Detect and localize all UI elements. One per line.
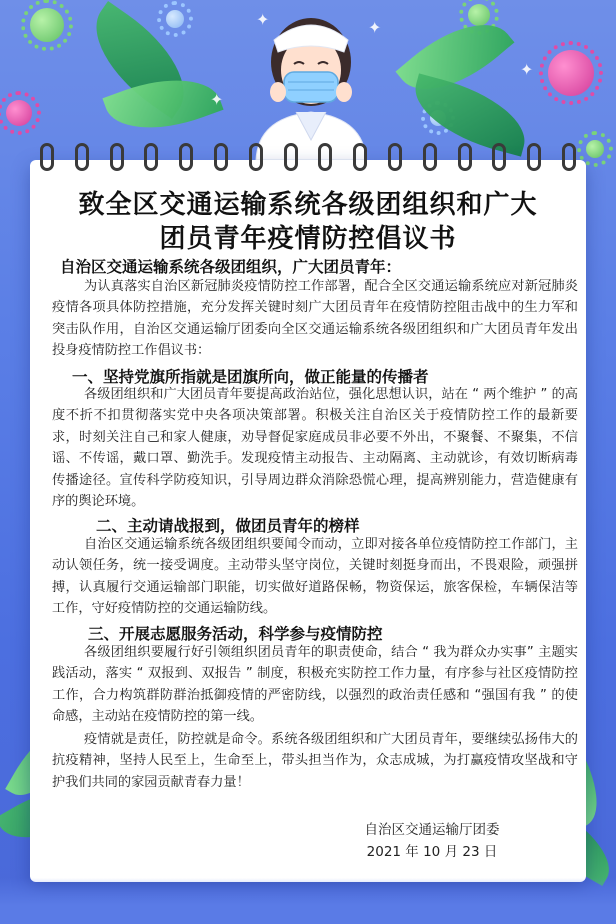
document-title-line-2: 团员青年疫情防控倡议书: [159, 224, 457, 254]
virus-icon: [548, 50, 594, 96]
binder-ring-icon: [492, 143, 506, 171]
binder-ring-icon: [284, 143, 298, 171]
signature-date: 2021 年 10 月 23 日: [366, 844, 498, 860]
nurse-illustration: [236, 0, 386, 160]
signature-organization: 自治区交通运输厅团委: [364, 822, 500, 838]
sparkle-icon: ✦: [210, 90, 224, 109]
section-1-body: 各级团组织和广大团员青年要提高政治站位，强化思想认识，站在 “ 两个维护 ” 的高度不折不扣贯彻落实党中央各项决策部署。积极关注自治区关于疫情防控工作的最新要求，时刻关注自己和家人健康，劝导督促家庭成员非必要不外出，不聚餐、不聚集，不信谣、不传谣，戴口罩、勤洗手。发现疫情主动报告、主动隔离、主动就诊，有效切断病毒传播途径。宣传科学防疫知识，引导周边群众消除恐慌心理，提高辨别能力，营造健康有序的舆论环境。: [52, 387, 578, 510]
binder-ring-icon: [388, 143, 402, 171]
binder-ring-icon: [75, 143, 89, 171]
binder-ring-icon: [562, 143, 576, 171]
binder-ring-icon: [214, 143, 228, 171]
section-1-heading: 一、坚持党旗所指就是团旗所向，做正能量的传播者: [72, 368, 429, 386]
binder-ring-icon: [527, 143, 541, 171]
intro-paragraph: 为认真落实自治区新冠肺炎疫情防控工作部署，配合全区交通运输系统应对新冠肺炎疫情各项具体防控措施，充分发挥关键时刻广大团员青年在疫情防控阻击战中的生力军和突击队作用，自治区交通运输厅团委向全区交通运输系统各级团组织和广大团员青年发出投身疫情防控工作倡议书：: [52, 279, 578, 359]
sparkle-icon: ✦: [256, 10, 270, 29]
virus-icon: [30, 8, 64, 42]
sparkle-icon: ✦: [368, 18, 382, 37]
binder-ring-icon: [144, 143, 158, 171]
binder-ring-icon: [318, 143, 332, 171]
binder-ring-icon: [423, 143, 437, 171]
sparkle-icon: ✦: [520, 60, 534, 79]
section-3-heading: 三、开展志愿服务活动，科学参与疫情防控: [88, 625, 383, 643]
binder-ring-icon: [249, 143, 263, 171]
section-2-body: 自治区交通运输系统各级团组织要闻令而动，立即对接各单位疫情防控工作部门，主动认领任务，统一接受调度。主动带头坚守岗位，关键时刻挺身而出，不畏艰险，顽强拼搏，认真履行交通运输部门职能，切实做好道路保畅，物资保运，旅客保检，车辆保洁等工作，守好疫情防控的交通运输防线。: [52, 537, 578, 617]
virus-icon: [586, 140, 604, 158]
closing-paragraph: 疫情就是责任，防控就是命令。系统各级团组织和广大团员青年，要继续弘扬伟大的抗疫精神，坚持人民至上，生命至上，带头担当作为，众志成城，为打赢疫情攻坚战和守护我们共同的家园贡献青春力量！: [52, 732, 578, 790]
binder-ring-icon: [110, 143, 124, 171]
document-title-line-1: 致全区交通运输系统各级团组织和广大: [78, 190, 538, 220]
section-3-body: 各级团组织要履行好引领组织团员青年的职责使命，结合 “ 我为群众办实事” 主题实践活动，落实 “ 双报到、双报告 ” 制度，积极充实防控工作力量，有序参与社区疫情防控工作，合力构筑群防群治抵御疫情的严密防线，以强烈的政治责任感和 “强国有我 ” 的使命感，主动站在疫情防控的第一线。: [52, 645, 578, 725]
binder-ring-icon: [40, 143, 54, 171]
binder-ring-icon: [458, 143, 472, 171]
virus-icon: [468, 4, 490, 26]
salutation: 自治区交通运输系统各级团组织，广大团员青年：: [60, 258, 402, 276]
section-2-heading: 二、主动请战报到，做团员青年的榜样: [96, 517, 360, 535]
binder-ring-icon: [353, 143, 367, 171]
binder-ring-icon: [179, 143, 193, 171]
virus-icon: [166, 10, 184, 28]
bottom-band: [0, 878, 616, 924]
virus-icon: [6, 100, 32, 126]
binder-rings: [40, 143, 576, 177]
